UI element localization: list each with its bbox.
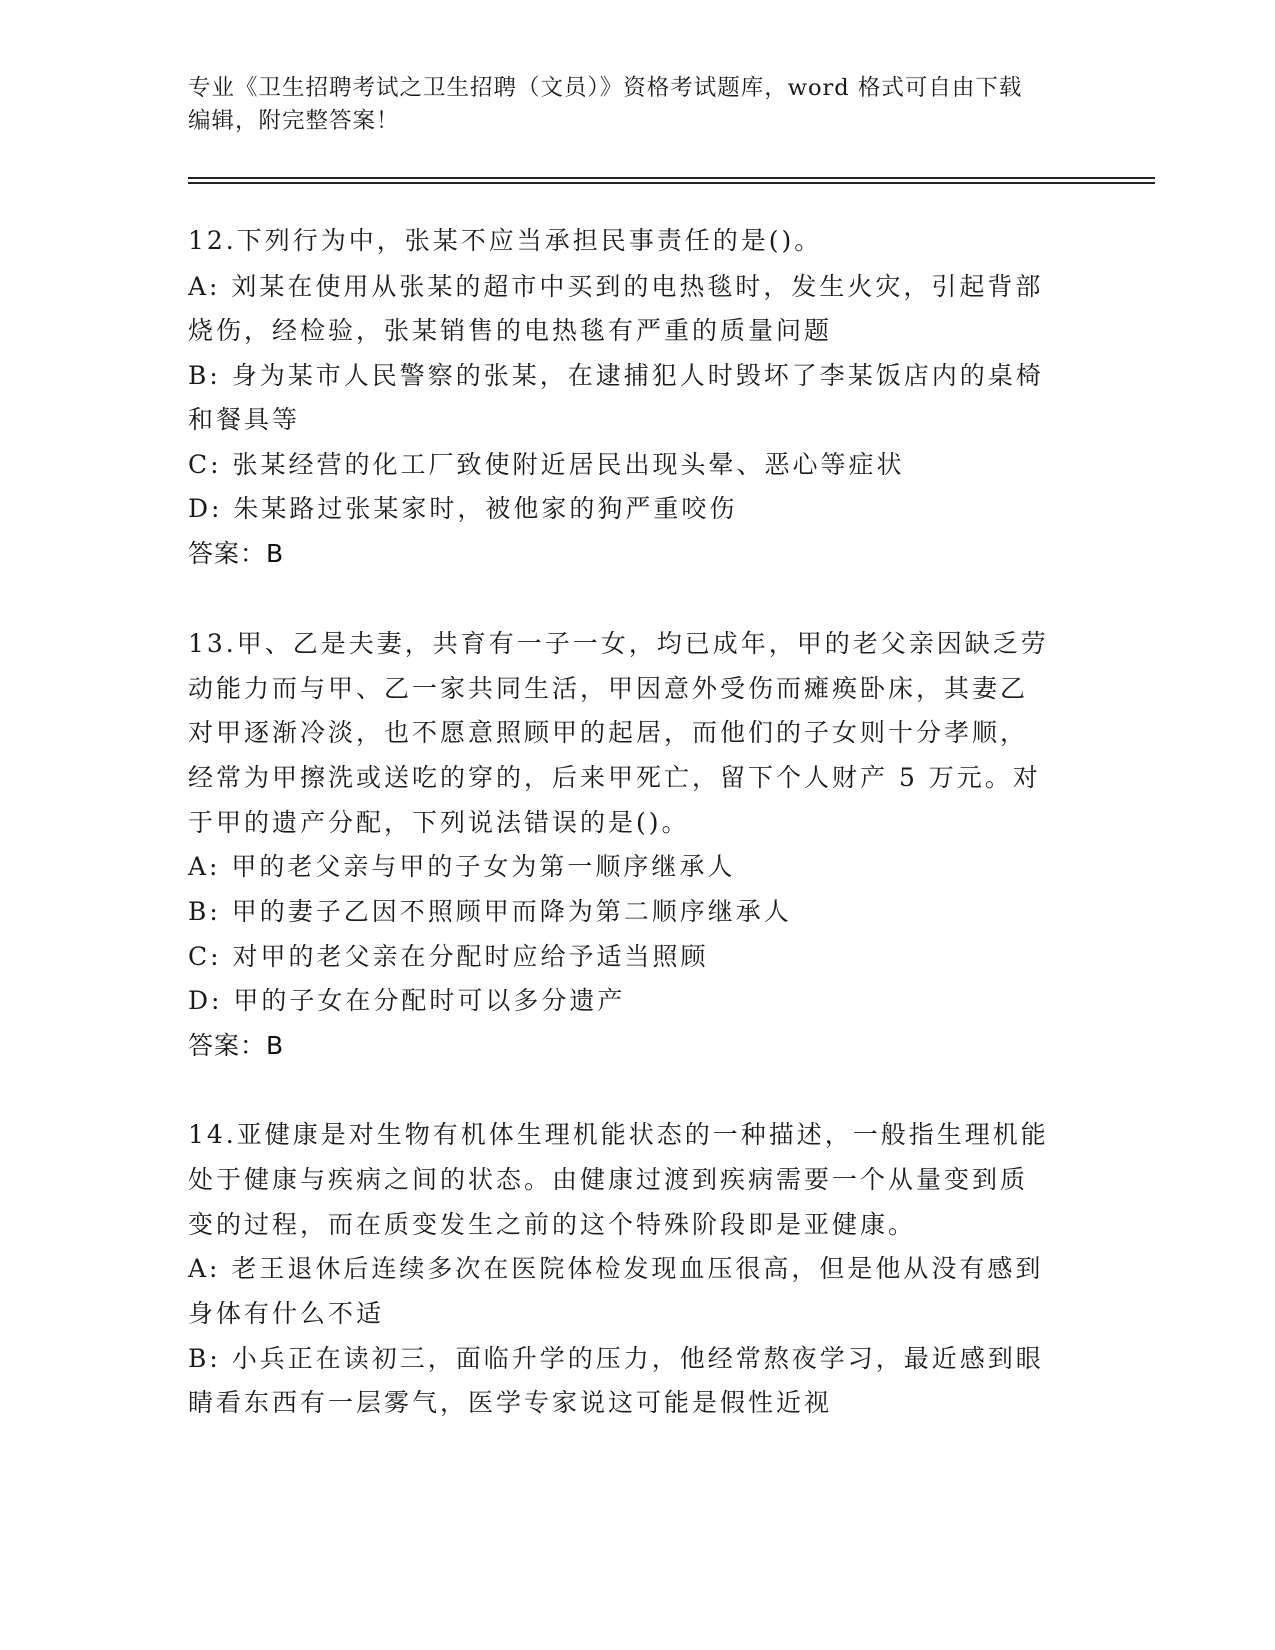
header-divider <box>188 182 1155 184</box>
option-a: 烧伤，经检验，张某销售的电热毯有严重的质量问题 <box>188 316 833 345</box>
question-stem: 变的过程，而在质变发生之前的这个特殊阶段即是亚健康。 <box>188 1210 917 1239</box>
document-header <box>188 72 1088 138</box>
option-a: A: 刘某在使用从张某的超市中买到的电热毯时，发生火灾，引起背部 <box>188 272 1044 301</box>
option-b: 和餐具等 <box>188 405 301 434</box>
header-line: 专业《卫生招聘考试之卫生招聘（文员）》资格考试题库，word 格式可自由下载 <box>188 75 1023 101</box>
question-stem: 于甲的遗产分配，下列说法错误的是()。 <box>188 808 690 837</box>
option-b: 睛看东西有一层雾气，医学专家说这可能是假性近视 <box>188 1388 833 1417</box>
question-stem: 14.亚健康是对生物有机体生理机能状态的一种描述，一般指生理机能 <box>188 1120 1049 1149</box>
option-c: C: 张某经营的化工厂致使附近居民出现头晕、恶心等症状 <box>188 450 905 479</box>
question-stem: 动能力而与甲、乙一家共同生活，甲因意外受伤而瘫痪卧床，其妻乙 <box>188 674 1029 703</box>
option-a: 身体有什么不适 <box>188 1299 385 1328</box>
question-stem: 对甲逐渐冷淡，也不愿意照顾甲的起居，而他们的子女则十分孝顺， <box>188 718 1029 747</box>
option-b: B: 小兵正在读初三，面临升学的压力，他经常熬夜学习，最近感到眼 <box>188 1344 1044 1373</box>
question-stem: 13.甲、乙是夫妻，共育有一子一女，均已成年，甲的老父亲因缺乏劳 <box>188 629 1049 658</box>
option-a: A: 甲的老父亲与甲的子女为第一顺序继承人 <box>188 852 736 881</box>
question-stem: 处于健康与疾病之间的状态。由健康过渡到疾病需要一个从量变到质 <box>188 1165 1029 1194</box>
header-line: 编辑，附完整答案！ <box>188 108 400 134</box>
answer-label: 答案：B <box>188 1031 285 1060</box>
header-divider <box>188 177 1155 179</box>
question-stem: 12.下列行为中，张某不应当承担民事责任的是()。 <box>188 226 823 255</box>
option-d: D: 甲的子女在分配时可以多分遗产 <box>188 986 626 1015</box>
question-stem: 经常为甲擦洗或送吃的穿的，后来甲死亡，留下个人财产 5 万元。对 <box>188 763 1041 792</box>
option-c: C: 对甲的老父亲在分配时应给予适当照顾 <box>188 942 709 971</box>
option-d: D: 朱某路过张某家时，被他家的狗严重咬伤 <box>188 494 738 523</box>
option-a: A: 老王退休后连续多次在医院体检发现血压很高，但是他从没有感到 <box>188 1254 1044 1283</box>
option-b: B: 身为某市人民警察的张某，在逮捕犯人时毁坏了李某饭店内的桌椅 <box>188 361 1044 390</box>
option-b: B: 甲的妻子乙因不照顾甲而降为第二顺序继承人 <box>188 897 792 926</box>
answer-label: 答案：B <box>188 539 285 568</box>
